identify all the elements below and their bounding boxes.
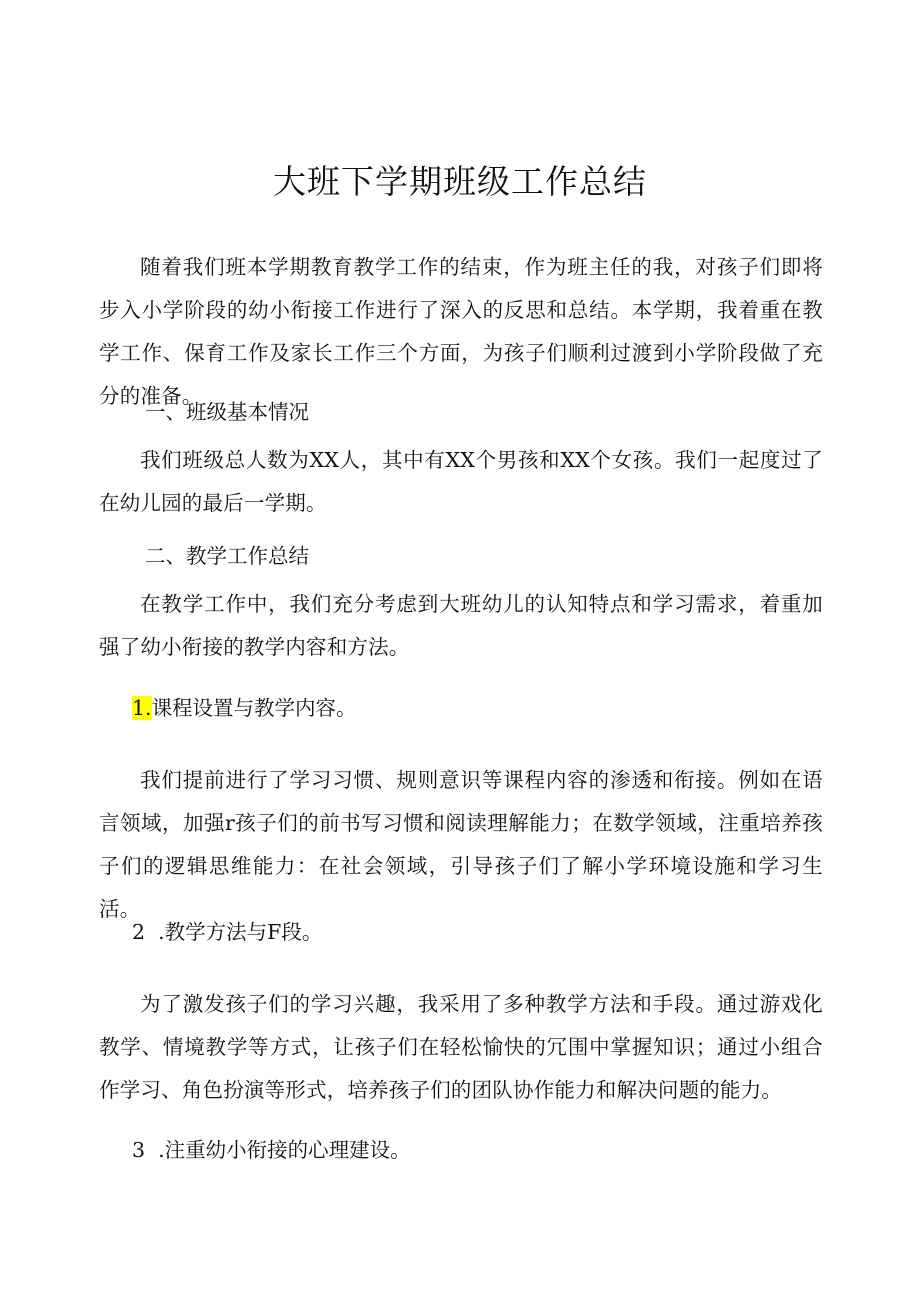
page-title: 大班下学期班级工作总结 — [273, 162, 647, 201]
list-item-2-paragraph: 为了激发孩子们的学习兴趣，我采用了多种教学方法和手段。通过游戏化教学、情境教学等方式，让孩子们在轻松愉快的冗围中掌握知识；通过小组合作学习、角色扮演等形式，培养孩子们的团队协作能力和解决问题的能力。 — [99, 992, 823, 1102]
list-item-2-heading: 2 .教学方法与F段。 — [132, 920, 323, 944]
section-heading-teaching-summary: 二、教学工作总结 — [145, 544, 309, 568]
list-item-1-paragraph: 我们提前进行了学习习惯、规则意识等课程内容的渗透和衔接。例如在语言领域，加强r孩子们的前书写习惯和阅读理解能力；在数学领域，注重培养孩子们的逻辑思维能力：在社会领域，引导孩子们了解小学环境设施和学习生活。 — [99, 768, 823, 921]
list-item-3-heading: 3 .注重幼小衔接的心理建设。 — [132, 1138, 411, 1162]
list-item-1-title: 课程设置与教学内容。 — [151, 696, 357, 720]
teaching-summary-paragraph: 在教学工作中，我们充分考虑到大班幼儿的认知特点和学习需求，着重加强了幼小衔接的教学内容和方法。 — [99, 592, 823, 659]
intro-paragraph: 随着我们班本学期教育教学工作的结束，作为班主任的我，对孩子们即将步入小学阶段的幼小衔接工作进行了深入的反思和总结。本学期，我着重在教学工作、保育工作及家长工作三个方面，为孩子们顺利过渡到小学阶段做了充分的准备。 — [99, 255, 823, 408]
class-info-paragraph: 我们班级总人数为XX人，其中有XX个男孩和XX个女孩。我们一起度过了在幼儿园的最后一学期。 — [99, 448, 823, 515]
highlighted-number: 1. — [132, 696, 152, 720]
section-heading-class-info: 一、班级基本情况 — [145, 400, 309, 424]
list-item-1-heading — [132, 693, 357, 723]
